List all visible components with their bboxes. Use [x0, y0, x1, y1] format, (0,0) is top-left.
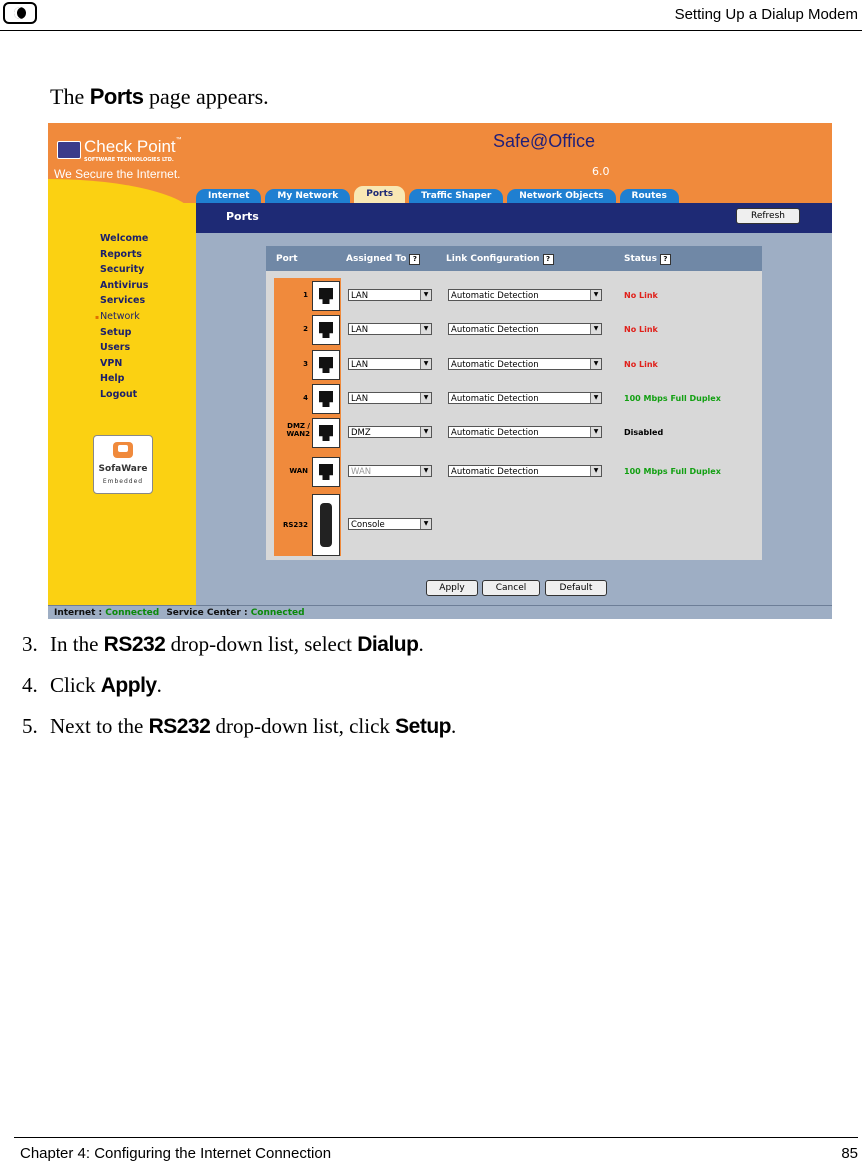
- refresh-button[interactable]: Refresh: [736, 208, 800, 224]
- menu-item-reports[interactable]: Reports: [100, 248, 142, 260]
- sofaware-mascot-icon: [113, 442, 133, 458]
- menu-item-welcome[interactable]: Welcome: [100, 233, 149, 244]
- menu-item-users[interactable]: Users: [100, 342, 131, 354]
- tab-ports[interactable]: Ports: [354, 186, 405, 203]
- ethernet-port-icon: [312, 281, 340, 311]
- ethernet-port-icon: [312, 384, 340, 414]
- link-config-select[interactable]: Automatic Detection ▼: [448, 426, 602, 438]
- port-status: No Link: [624, 325, 658, 334]
- help-icon[interactable]: ?: [660, 254, 671, 265]
- tab-routes[interactable]: Routes: [620, 189, 679, 203]
- link-config-select[interactable]: Automatic Detection ▼: [448, 323, 602, 335]
- ethernet-port-icon: [312, 350, 340, 380]
- running-header: Setting Up a Dialup Modem: [674, 6, 858, 23]
- intro-text: The Ports page appears.: [50, 84, 269, 109]
- tab-traffic-shaper[interactable]: Traffic Shaper: [409, 189, 503, 203]
- assigned-select[interactable]: LAN ▼: [348, 289, 432, 301]
- default-button[interactable]: Default: [545, 580, 607, 596]
- step-3: 3. In the RS232 drop-down list, select Dialup.: [22, 632, 424, 656]
- menu-item-network[interactable]: ▪ Network: [100, 311, 148, 327]
- main-tabs: [196, 186, 683, 203]
- column-header-link: Link Configuration ?: [446, 254, 554, 265]
- step-5: 5. Next to the RS232 drop-down list, click Setup.: [22, 714, 457, 738]
- ethernet-port-icon: [312, 457, 340, 487]
- step-4: 4. Click Apply.: [22, 673, 162, 697]
- port-status: No Link: [624, 291, 658, 300]
- checkpoint-logo-icon: [57, 141, 81, 159]
- tab-network-objects[interactable]: Network Objects: [507, 189, 615, 203]
- menu-item-logout[interactable]: Logout: [100, 388, 138, 400]
- assigned-select[interactable]: WAN ▼: [348, 465, 432, 477]
- tab-internet[interactable]: Internet: [196, 189, 261, 203]
- product-name: Safe@Office: [493, 131, 595, 151]
- connection-status-bar: Internet : Connected Service Center : Connected: [48, 605, 832, 619]
- ethernet-port-icon: [312, 418, 340, 448]
- link-config-select[interactable]: Automatic Detection ▼: [448, 289, 602, 301]
- note-icon: [3, 2, 37, 24]
- ports-table: Port Assigned To ? Link Configuration ? Status ? 1 LAN ▼ Automatic Detection ▼ No Link 2 LAN ▼ Automatic Detection ▼ No Link 3 LAN ▼ Automatic Detection ▼ No Link 4 LAN ▼ Automatic Detection ▼ 100 Mbps Full Duplex DMZ / WAN2 DMZ ▼ Automatic Detection ▼ Disabled WAN WAN ▼ Automatic Detection ▼ 100 Mbps Full Duplex RS232 Console ▼: [266, 246, 762, 560]
- page-title: Ports: [226, 210, 259, 223]
- apply-button[interactable]: Apply: [426, 580, 478, 596]
- rs232-select[interactable]: Console ▼: [348, 518, 432, 530]
- column-header-assigned: Assigned To ?: [346, 254, 420, 265]
- port-status: 100 Mbps Full Duplex: [624, 467, 721, 476]
- menu-item-help[interactable]: Help: [100, 373, 125, 385]
- column-header-status: Status ?: [624, 254, 671, 265]
- cancel-button[interactable]: Cancel: [482, 580, 540, 596]
- page-title-bar: [196, 203, 832, 233]
- menu-item-services[interactable]: Services: [100, 295, 146, 307]
- link-config-select[interactable]: Automatic Detection ▼: [448, 465, 602, 477]
- footer-rule: [14, 1137, 858, 1138]
- sofaware-logo: SofaWare Embedded: [93, 435, 153, 494]
- menu-item-vpn[interactable]: VPN: [100, 357, 123, 369]
- help-icon[interactable]: ?: [409, 254, 420, 265]
- ports-page-screenshot: [48, 123, 832, 619]
- checkpoint-logo: Check Point™ SOFTWARE TECHNOLOGIES LTD. We Secure the Internet.: [54, 137, 182, 181]
- menu-item-antivirus[interactable]: Antivirus: [100, 279, 149, 291]
- assigned-select[interactable]: DMZ ▼: [348, 426, 432, 438]
- help-icon[interactable]: ?: [543, 254, 554, 265]
- ports-table-header: [266, 246, 762, 271]
- link-config-select[interactable]: Automatic Detection ▼: [448, 358, 602, 370]
- tab-my-network[interactable]: My Network: [265, 189, 350, 203]
- port-status: Disabled: [624, 428, 664, 437]
- column-header-port: Port: [276, 254, 298, 264]
- assigned-select[interactable]: LAN ▼: [348, 358, 432, 370]
- footer-chapter: Chapter 4: Configuring the Internet Connection: [20, 1145, 332, 1162]
- port-status: No Link: [624, 360, 658, 369]
- serial-port-icon: [312, 494, 340, 556]
- link-config-select[interactable]: Automatic Detection ▼: [448, 392, 602, 404]
- page-number: 85: [841, 1145, 858, 1162]
- step-list: [22, 632, 456, 755]
- ethernet-port-icon: [312, 315, 340, 345]
- assigned-select[interactable]: LAN ▼: [348, 392, 432, 404]
- side-menu: [100, 233, 148, 405]
- product-version: 6.0: [592, 165, 610, 178]
- menu-item-setup[interactable]: Setup: [100, 326, 132, 338]
- menu-item-security[interactable]: Security: [100, 264, 145, 276]
- assigned-select[interactable]: LAN ▼: [348, 323, 432, 335]
- header-rule: [0, 30, 862, 31]
- port-status: 100 Mbps Full Duplex: [624, 394, 721, 403]
